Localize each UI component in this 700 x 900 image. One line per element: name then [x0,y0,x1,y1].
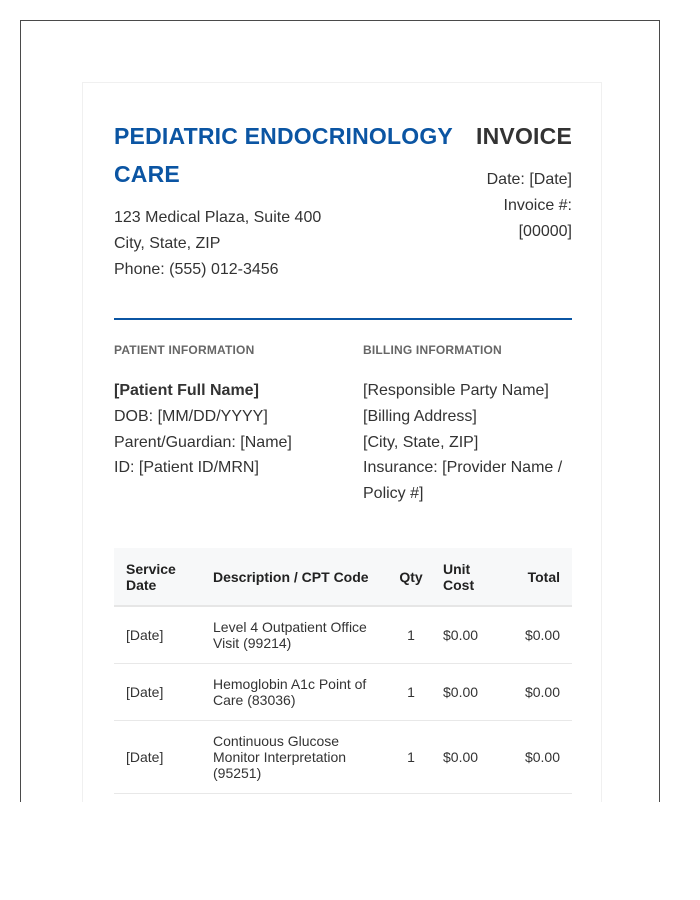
cell-service-date: [Date] [114,606,201,664]
practice-address [114,205,414,283]
billing-info [363,342,573,507]
billing-party: [Responsible Party Name] [363,382,549,399]
billing-info-heading: BILLING INFORMATION [363,343,502,357]
invoice-number-value: [00000] [518,223,572,240]
cell-unit-cost: $0.00 [431,664,501,721]
table-row [114,664,572,721]
column-header-total: Total [501,548,572,606]
cell-qty: 1 [391,606,431,664]
cell-qty: 1 [391,664,431,721]
patient-info-heading: PATIENT INFORMATION [114,343,255,357]
patient-dob: DOB: [MM/DD/YYYY] [114,407,268,425]
column-header-service-date: Service Date [114,548,201,606]
cell-total: $0.00 [501,606,572,664]
billing-address: [Billing Address] [363,407,477,425]
billing-insurance: Insurance: [Provider Name / Policy #] [363,459,563,503]
patient-info [114,342,354,481]
cell-description: Level 4 Outpatient Office Visit (99214) [201,606,391,664]
info-section [114,320,572,548]
column-header-description: Description / CPT Code [201,548,391,606]
address-line-street: 123 Medical Plaza, Suite 400 [114,209,322,226]
invoice-content [114,117,572,794]
address-line-city: City, State, ZIP [114,235,221,252]
column-header-unit-cost: Unit Cost [431,548,501,606]
invoice-title: INVOICE [476,123,572,149]
cell-total: $0.00 [501,721,572,794]
table-header-row [114,548,572,606]
services-table [114,548,572,794]
practice-name: PEDIATRIC ENDOCRINOLOGY CARE [114,123,453,187]
cell-service-date: [Date] [114,721,201,794]
invoice-meta [442,167,572,245]
cell-service-date: [Date] [114,664,201,721]
invoice-header [114,117,572,318]
cell-description: Continuous Glucose Monitor Interpretation (95251) [201,721,391,794]
cell-unit-cost: $0.00 [431,606,501,664]
cell-description: Hemoglobin A1c Point of Care (83036) [201,664,391,721]
billing-city: [City, State, ZIP] [363,433,479,451]
table-row [114,606,572,664]
invoice-number-label: Invoice #: [503,197,572,214]
address-line-phone: Phone: (555) 012-3456 [114,261,279,278]
cell-total: $0.00 [501,664,572,721]
invoice-date: Date: [Date] [486,171,572,188]
cell-qty: 1 [391,721,431,794]
patient-id: ID: [Patient ID/MRN] [114,459,259,477]
cell-unit-cost: $0.00 [431,721,501,794]
patient-name: [Patient Full Name] [114,382,259,399]
column-header-qty: Qty [391,548,431,606]
table-row [114,721,572,794]
patient-guardian: Parent/Guardian: [Name] [114,433,292,451]
page-frame [20,20,660,802]
invoice-document [82,82,602,802]
